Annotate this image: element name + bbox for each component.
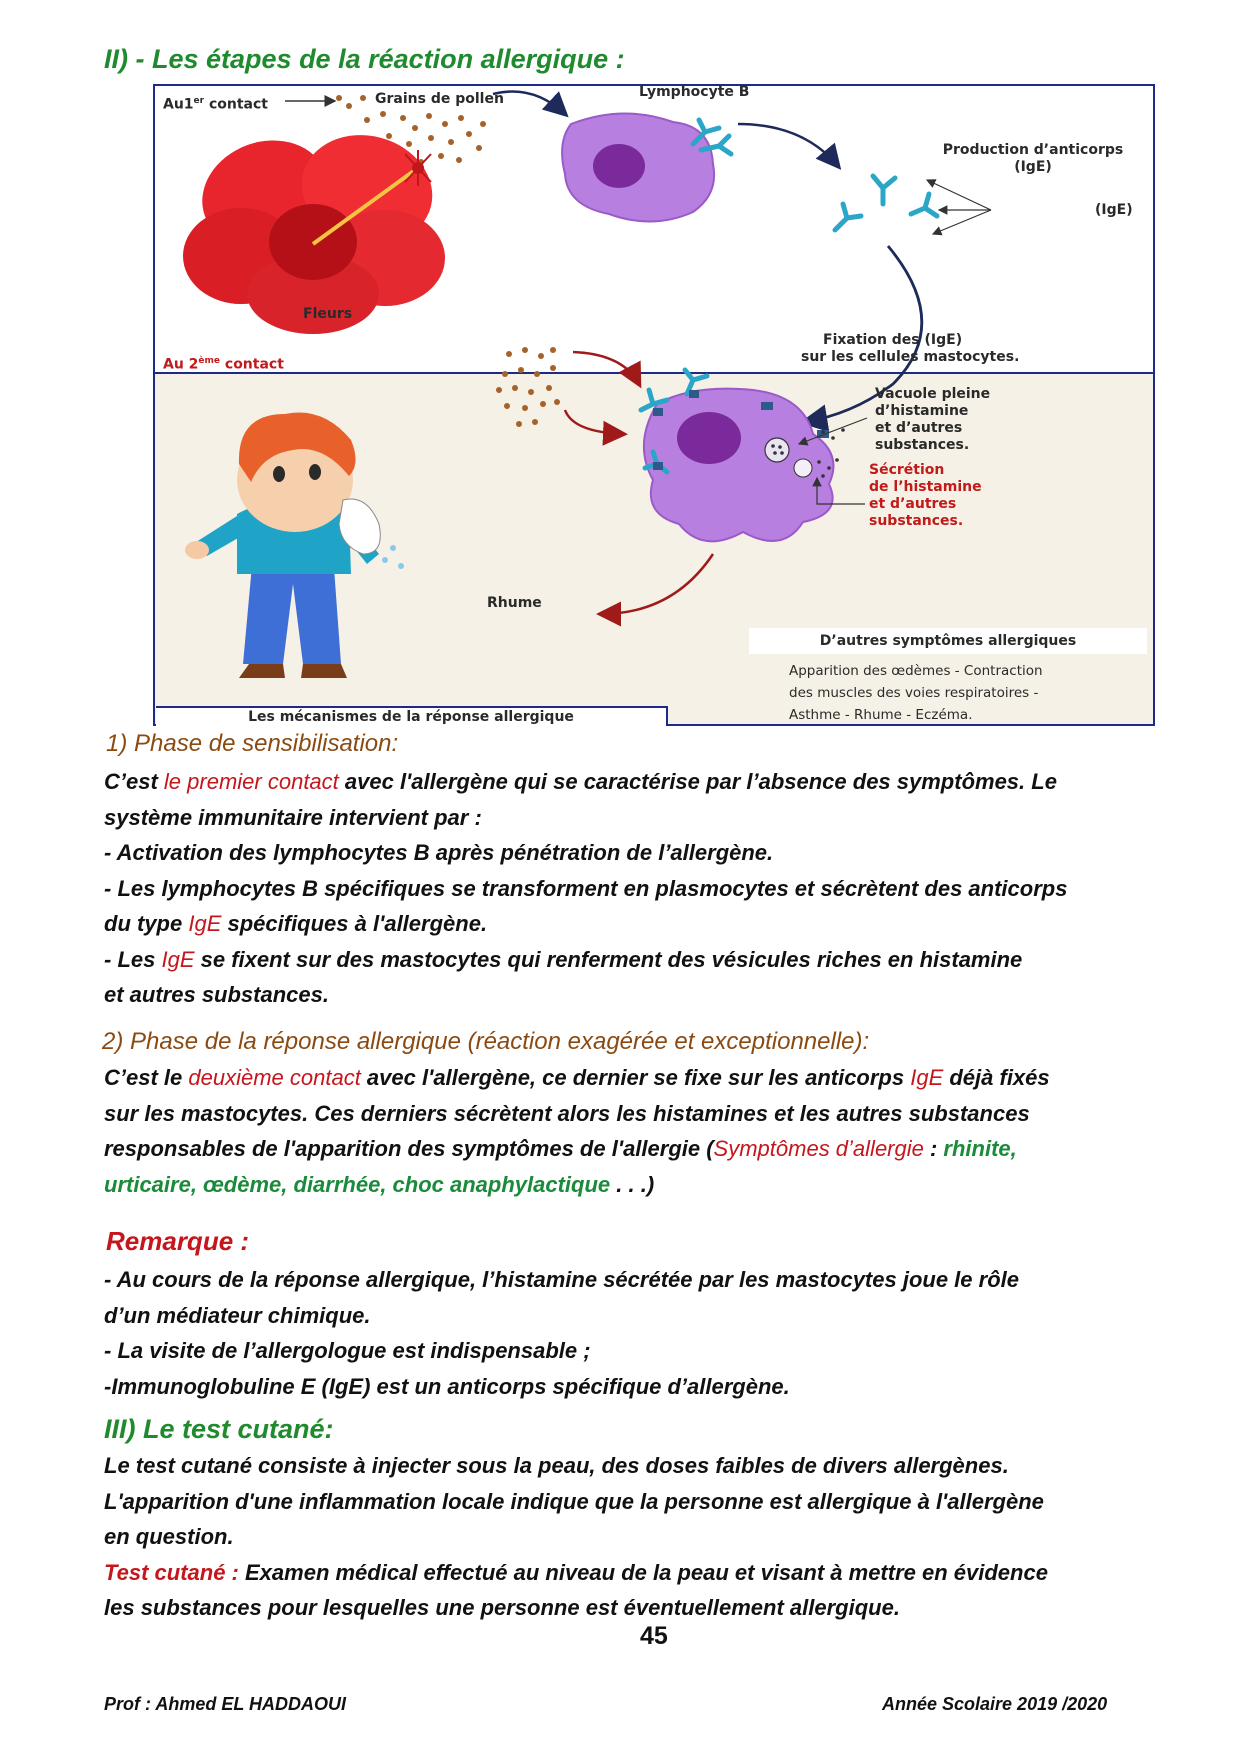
lymphocyte-label: Lymphocyte B <box>639 84 750 100</box>
section-title: II) - Les étapes de la réaction allergique : <box>104 44 625 74</box>
free-ige-antibodies <box>835 176 937 230</box>
allergy-figure <box>153 84 1155 726</box>
footer-year: Année Scolaire 2019 /2020 <box>882 1694 1108 1714</box>
pollen-grains-bottom <box>496 347 560 427</box>
other-symptoms-text: Apparition des œdèmes - Contraction des muscles des voies respiratoires - Asthme - Rhume - Eczéma. <box>789 663 1043 723</box>
flowers-label: Fleurs <box>303 306 353 322</box>
footer-author: Prof : Ahmed EL HADDAOUI <box>104 1694 347 1714</box>
second-contact-label: Au 2ème contact <box>163 356 284 373</box>
phase1-text: C’est le premier contact avec l'allergène qui se caractérise par l’absence des symptômes. Le système immunitaire intervient par : - Activation des lymphocytes B après pénétration de l’allergène. - Les lymphocytes B spécifiques se transforment en plasmocytes et sécrètent des anticorps du type IgE spécifiques à l'allergène. - Les IgE se fixent sur des mastocytes qui renferment des vésicules riches en histamine et autres substances. <box>104 769 1068 1007</box>
vacuole-label: Vacuole pleine d’histamine et d’autres substances. <box>875 386 991 453</box>
phase1-title: 1) Phase de sensibilisation: <box>106 730 399 757</box>
test-text: Le test cutané consiste à injecter sous la peau, des doses faibles de divers allergènes. L'apparition d'une inflammation locale indique que la personne est allergique à l'allergène en question. Test cutané : Examen médical effectué au niveau de la peau et visant à mettre en évidence les substances pour lesquelles une personne est éventuellement allergique. <box>104 1453 1048 1620</box>
boy-with-cold <box>185 412 404 678</box>
rhume-label: Rhume <box>487 595 542 611</box>
other-symptoms-title: D’autres symptômes allergiques <box>749 628 1147 654</box>
mastocyte-cell <box>644 389 834 542</box>
secretion-label: Sécrétion de l’histamine et d’autres substances. <box>869 462 982 529</box>
first-contact-label: Au1er contact <box>163 96 268 113</box>
production-label: Production d’anticorps (IgE) <box>942 142 1124 175</box>
lymphocyte-b-cell <box>562 113 714 221</box>
test-section-title: III) Le test cutané: <box>104 1414 334 1444</box>
remark-text: - Au cours de la réponse allergique, l’histamine sécrétée par les mastocytes joue le rôle d’un médiateur chimique. - La visite de l’allergologue est indispensable ; -Immunoglobuline E (IgE) est un anticorps spécifique d’allergène. <box>104 1267 1019 1399</box>
phase2-text: C’est le deuxième contact avec l'allergène, ce dernier se fixe sur les anticorps IgE déjà fixés sur les mastocytes. Ces derniers sécrètent alors les histamines et les autres substances responsables de l'apparition des symptômes de l'allergie (Symptômes d’allergie : rhinite, urticaire, œdème, diarrhée, choc anaphylactique . . .) <box>104 1065 1050 1197</box>
remark-title: Remarque : <box>106 1226 250 1256</box>
figure-caption: Les mécanismes de la réponse allergique <box>156 706 668 726</box>
hibiscus-flower <box>183 121 445 334</box>
ige-label: (IgE) <box>1095 202 1133 218</box>
phase2-title: 2) Phase de la réponse allergique (réaction exagérée et exceptionnelle): <box>102 1028 870 1055</box>
page-number: 45 <box>640 1622 668 1650</box>
fixation-label: Fixation des (IgE) sur les cellules mastocytes. <box>801 332 1020 365</box>
pollen-label: Grains de pollen <box>375 91 504 107</box>
